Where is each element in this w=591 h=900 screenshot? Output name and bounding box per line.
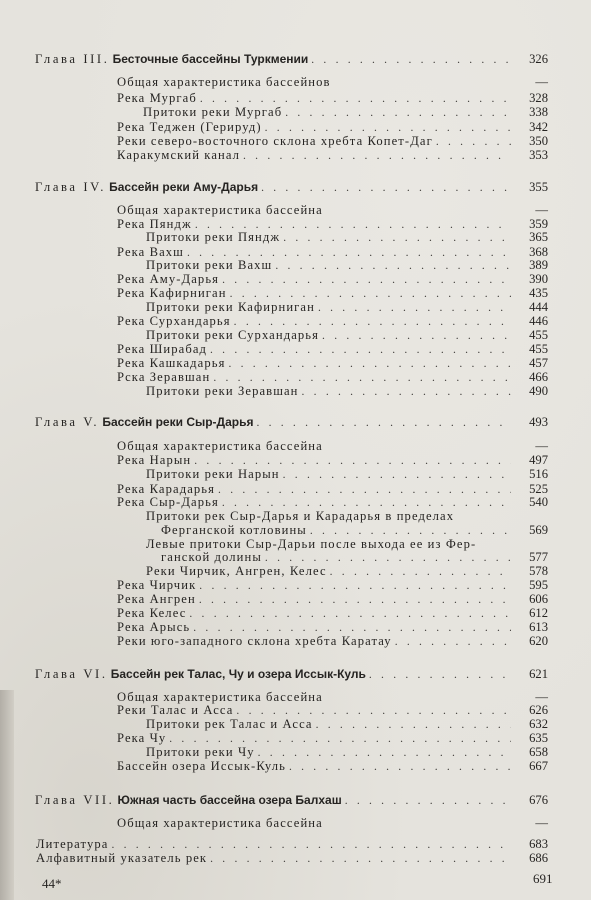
toc-entry-page-number: 455	[529, 328, 548, 342]
chapter-heading[interactable]	[35, 52, 548, 66]
toc-entry[interactable]	[36, 837, 548, 851]
toc-entry[interactable]	[117, 91, 548, 105]
toc-entry-page-number: 569	[529, 523, 548, 537]
dot-leader	[243, 149, 511, 163]
toc-entry[interactable]	[117, 731, 548, 745]
toc-entry[interactable]	[117, 453, 548, 467]
toc-entry-page-number: 540	[529, 495, 548, 509]
dot-leader	[265, 121, 511, 135]
toc-entry-title: Реки юго-западного склона хребта Каратау	[117, 634, 392, 648]
chapter-heading[interactable]	[35, 180, 548, 194]
toc-entry-title: Ферганской котловины	[161, 523, 307, 537]
chapter-label: Глава IV.	[35, 180, 106, 194]
toc-entry[interactable]	[117, 759, 548, 773]
toc-entry-title: Притоки рек Сыр-Дарья и Карадарья в пределах	[146, 509, 455, 523]
toc-entry-title: Общая характеристика бассейна	[117, 439, 323, 453]
toc-entry-page-number: 368	[529, 245, 548, 259]
chapter-title: Бассейн реки Аму-Дарья	[109, 180, 259, 194]
toc-entry-page-number: —	[535, 816, 548, 830]
toc-entry-page-number: 457	[529, 356, 548, 370]
dot-leader	[302, 385, 511, 399]
toc-entry[interactable]	[36, 851, 548, 865]
toc-entry-title: Река Чу	[117, 731, 167, 745]
toc-entry-page-number: 613	[529, 620, 548, 634]
dot-leader	[194, 454, 511, 468]
toc-entry-title: Притоки реки Нарын	[146, 467, 280, 481]
toc-entry-page-number: 626	[529, 703, 548, 717]
chapter-heading[interactable]	[35, 667, 548, 681]
dot-leader	[210, 343, 511, 357]
toc-entry-title: Общая характеристика бассейна	[117, 816, 323, 830]
toc-entry-page-number: 444	[529, 300, 548, 314]
chapter-page-number: 326	[529, 52, 548, 66]
toc-entry-page-number: 577	[529, 550, 548, 564]
toc-entry[interactable]	[117, 120, 548, 134]
dot-leader	[316, 718, 511, 732]
toc-entry-page-number: 350	[529, 134, 548, 148]
toc-entry[interactable]	[117, 439, 548, 453]
toc-entry-title: Река Нарын	[117, 453, 192, 467]
toc-entry[interactable]	[146, 467, 548, 481]
toc-entry-page-number: 620	[529, 634, 548, 648]
dot-leader	[310, 524, 511, 538]
toc-entry-page-number: 466	[529, 370, 548, 384]
toc-entry-page-number: 525	[529, 482, 548, 496]
toc-entry-title: Алфавитный указатель рек	[36, 851, 208, 865]
toc-entry[interactable]	[146, 537, 548, 551]
toc-entry-title: Река Келес	[117, 606, 187, 620]
toc-entry-page-number: 606	[529, 592, 548, 606]
toc-entry-title: Река Пяндж	[117, 217, 192, 231]
dot-leader	[283, 231, 511, 245]
toc-entry-page-number: 635	[529, 731, 548, 745]
toc-entry-title: Притоки рек Талас и Асса	[146, 717, 313, 731]
toc-entry[interactable]	[146, 717, 548, 731]
chapter-page-number: 355	[529, 180, 548, 194]
toc-entry-page-number: 446	[529, 314, 548, 328]
toc-entry-page-number: 578	[529, 564, 548, 578]
toc-entry[interactable]	[117, 217, 548, 231]
toc-entry[interactable]	[117, 356, 548, 370]
dot-leader	[222, 273, 511, 287]
toc-entry-title: Река Сыр-Дарья	[117, 495, 219, 509]
toc-entry-page-number: 365	[529, 230, 548, 244]
chapter-page-number: 621	[529, 667, 548, 681]
toc-entry-title: Реки Чирчик, Ангрен, Келес	[146, 564, 327, 578]
toc-entry-page-number: —	[535, 439, 548, 453]
toc-entry[interactable]	[117, 495, 548, 509]
dot-leader	[200, 92, 511, 106]
toc-entry[interactable]	[146, 564, 548, 578]
chapter-title: Южная часть бассейна озера Балхаш	[117, 793, 342, 807]
toc-entry-title: Притоки реки Вахш	[146, 258, 273, 272]
toc-entry[interactable]	[117, 134, 548, 148]
toc-entry-page-number: 389	[529, 258, 548, 272]
chapter-label: Глава VI.	[35, 667, 108, 681]
toc-entry-page-number: 328	[529, 91, 548, 105]
dot-leader	[228, 357, 511, 371]
dot-leader	[236, 704, 511, 718]
toc-entry-title: Река Аму-Дарья	[117, 272, 220, 286]
toc-entry[interactable]	[117, 482, 548, 496]
toc-entry-title: Бассейн озера Иссык-Куль	[117, 759, 286, 773]
toc-entry-page-number: —	[535, 203, 548, 217]
toc-entry-title: Река Карадарья	[117, 482, 216, 496]
toc-entry[interactable]	[117, 592, 548, 606]
toc-entry-page-number: 390	[529, 272, 548, 286]
toc-entry-page-number: 342	[529, 120, 548, 134]
toc-entry[interactable]	[146, 300, 548, 314]
dot-leader	[330, 565, 511, 579]
dot-leader	[395, 635, 511, 649]
chapter-page-number: 493	[529, 415, 548, 429]
toc-entry-title: Река Кафирниган	[117, 286, 227, 300]
page-fold-shadow	[0, 690, 14, 900]
toc-entry-title: Притоки реки Чу	[146, 745, 255, 759]
toc-entry-title: Общая характеристика бассейна	[117, 690, 323, 704]
dot-leader	[285, 106, 511, 120]
toc-entry[interactable]	[117, 148, 548, 162]
toc-entry[interactable]	[117, 606, 548, 620]
toc-entry-title: Притоки реки Сурхандарья	[146, 328, 320, 342]
chapter-heading[interactable]	[35, 415, 548, 429]
dot-leader	[436, 135, 511, 149]
toc-entry-title: Река Чирчик	[117, 578, 197, 592]
toc-entry-page-number: —	[535, 690, 548, 704]
toc-entry-title: Общая характеристика бассейнов	[117, 75, 331, 89]
chapter-label: Глава V.	[35, 415, 100, 429]
toc-entry[interactable]	[146, 328, 548, 342]
toc-entry[interactable]	[146, 509, 548, 523]
toc-entry[interactable]	[117, 816, 548, 830]
page-number: 691	[533, 871, 553, 886]
toc-entry-page-number: 353	[529, 148, 548, 162]
toc-entry-page-number: 338	[529, 105, 548, 119]
toc-entry[interactable]	[117, 578, 548, 592]
toc-entry-page-number: 667	[529, 759, 548, 773]
dot-leader	[265, 551, 511, 565]
dot-leader	[258, 746, 511, 760]
dot-leader	[193, 621, 511, 635]
toc-entry-title: Река Сурхандарья	[117, 314, 231, 328]
toc-entry[interactable]	[117, 703, 548, 717]
toc-entry[interactable]	[117, 286, 548, 300]
dot-leader	[213, 371, 511, 385]
toc-entry-title: Река Ширабад	[117, 342, 208, 356]
chapter-page-number: 676	[529, 793, 548, 807]
toc-entry[interactable]	[143, 105, 548, 119]
dot-leader	[199, 593, 511, 607]
dot-leader	[369, 668, 511, 682]
toc-entry[interactable]	[117, 314, 548, 328]
toc-entry[interactable]	[161, 550, 548, 564]
dot-leader	[256, 416, 511, 430]
toc-entry[interactable]	[146, 745, 548, 759]
toc-entry-title: Литература	[36, 837, 109, 851]
dot-leader	[318, 301, 511, 315]
toc-entry-title: Река Арысь	[117, 620, 191, 634]
chapter-title: Бассейн реки Сыр-Дарья	[102, 415, 254, 429]
toc-entry-page-number: 686	[529, 851, 548, 865]
toc-entry[interactable]	[117, 690, 548, 704]
toc-entry[interactable]	[146, 258, 548, 272]
dot-leader	[199, 579, 511, 593]
toc-entry-title: Притоки реки Зеравшан	[146, 384, 299, 398]
toc-entry-page-number: 359	[529, 217, 548, 231]
toc-entry[interactable]	[117, 75, 548, 89]
dot-leader	[230, 287, 511, 301]
toc-entry-page-number: 516	[529, 467, 548, 481]
toc-entry-title: Общая характеристика бассейна	[117, 203, 323, 217]
dot-leader	[169, 732, 511, 746]
toc-entry[interactable]	[146, 230, 548, 244]
toc-entry-page-number: 683	[529, 837, 548, 851]
toc-entry[interactable]	[117, 272, 548, 286]
toc-entry-page-number: 658	[529, 745, 548, 759]
toc-entry-title: Река Ангрен	[117, 592, 196, 606]
toc-entry-title: ганской долины	[161, 550, 262, 564]
dot-leader	[322, 329, 511, 343]
toc-entry-title: Река Вахш	[117, 245, 184, 259]
dot-leader	[345, 794, 511, 808]
toc-entry-title: Река Кашкадарья	[117, 356, 226, 370]
toc-entry[interactable]	[161, 523, 548, 537]
toc-entry-page-number: 632	[529, 717, 548, 731]
toc-entry-title: Реки северо-восточного склона хребта Копет-Даг	[117, 134, 433, 148]
dot-leader	[210, 852, 511, 866]
toc-entry-title: Притоки реки Пяндж	[146, 230, 281, 244]
dot-leader	[111, 838, 511, 852]
toc-entry[interactable]	[117, 370, 548, 384]
toc-entry-title: Каракумский канал	[117, 148, 241, 162]
dot-leader	[261, 181, 511, 195]
toc-entry-title: Река Мургаб	[117, 91, 197, 105]
toc-entry-page-number: 595	[529, 578, 548, 592]
dot-leader	[283, 468, 511, 482]
toc-entry-title: Река Теджен (Герируд)	[117, 120, 262, 134]
dot-leader	[275, 259, 511, 273]
toc-entry-page-number: 435	[529, 286, 548, 300]
toc-entry-page-number: 455	[529, 342, 548, 356]
dot-leader	[289, 760, 511, 774]
toc-entry[interactable]	[146, 384, 548, 398]
dot-leader	[222, 496, 511, 510]
dot-leader	[234, 315, 511, 329]
chapter-title: Бассейн рек Талас, Чу и озера Иссык-Куль	[110, 667, 366, 681]
toc-entry-page-number: 497	[529, 453, 548, 467]
chapter-title: Бесточные бассейны Туркмении	[112, 52, 309, 66]
toc-entry[interactable]	[117, 245, 548, 259]
chapter-heading[interactable]	[35, 793, 548, 807]
toc-entry-title: Притоки реки Мургаб	[143, 105, 283, 119]
dot-leader	[189, 607, 511, 621]
chapter-label: Глава VII.	[35, 793, 115, 807]
toc-entry-page-number: 612	[529, 606, 548, 620]
printer-signature: 44*	[42, 876, 62, 891]
toc-entry[interactable]	[117, 342, 548, 356]
toc-entry-page-number: —	[535, 75, 548, 89]
toc-entry[interactable]	[117, 620, 548, 634]
chapter-label: Глава III.	[35, 52, 110, 66]
toc-entry-title: Левые притоки Сыр-Дарьи после выхода ее из Фер-	[146, 537, 477, 551]
toc-entry[interactable]	[117, 634, 548, 648]
toc-entry-title: Притоки реки Кафирниган	[146, 300, 315, 314]
toc-entry-title: Рска Зеравшан	[117, 370, 211, 384]
toc-entry-title: Реки Талас и Асса	[117, 703, 234, 717]
dot-leader	[311, 53, 511, 67]
toc-entry[interactable]	[117, 203, 548, 217]
toc-entry-page-number: 490	[529, 384, 548, 398]
